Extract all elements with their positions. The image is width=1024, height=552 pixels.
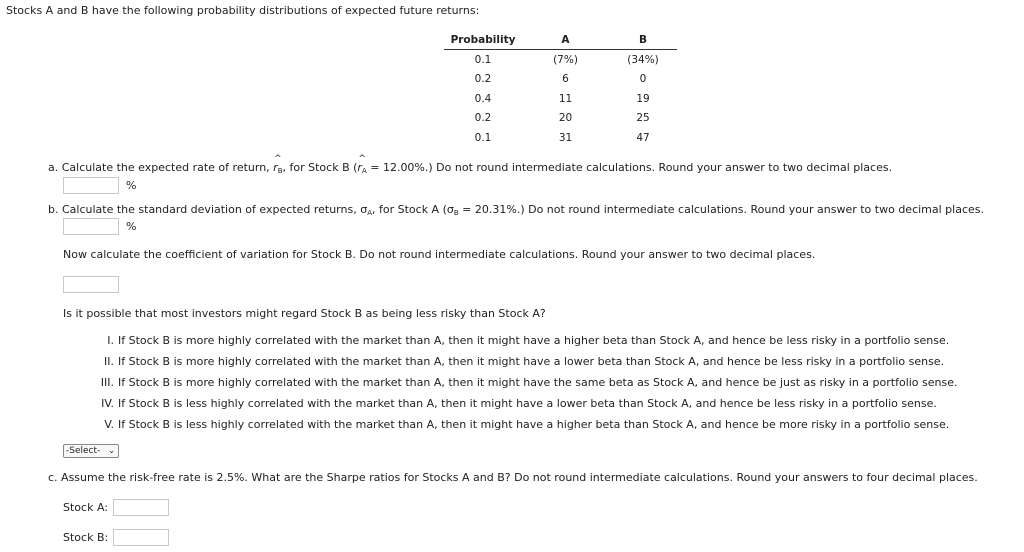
header-b: B <box>609 31 677 50</box>
cell-probability: 0.2 <box>474 112 492 125</box>
statement-number: III. <box>100 376 114 389</box>
r-hat-symbol: ^ r <box>357 161 362 174</box>
stock-a-label: Stock A: <box>63 501 108 514</box>
stock-b-label: Stock B: <box>63 531 109 544</box>
statement-text: If Stock B is less highly correlated with the market than A, then it might have a lower beta than Stock A, and hence be less risky in a portfolio sense. <box>118 397 937 410</box>
sharpe-a-input[interactable] <box>113 499 169 516</box>
table-row <box>444 50 677 70</box>
cell-a: 20 <box>558 112 573 125</box>
cell-b: 0 <box>639 73 647 86</box>
part-c-question: c. Assume the risk-free rate is 2.5%. What are the Sharpe ratios for Stocks A and B? Do not round intermediate calculations. Round your answers to four decimal places. <box>48 471 978 484</box>
cell-b: 25 <box>636 112 650 125</box>
cv-instruction: Now calculate the coefficient of variation for Stock B. Do not round intermediate calculations. Round your answer to two decimal places. <box>63 248 816 261</box>
percent-unit: % <box>126 179 137 192</box>
cell-a: (7%) <box>553 53 578 66</box>
table-row <box>444 109 677 129</box>
statement-number: IV. <box>101 397 114 410</box>
cell-probability: 0.1 <box>474 53 492 66</box>
cell-a: 11 <box>558 92 573 105</box>
cell-probability: 0.1 <box>474 131 492 144</box>
header-probability: Probability <box>444 31 522 50</box>
r-hat-symbol: ^ r <box>273 161 278 174</box>
table-row <box>444 70 677 90</box>
cell-b: 19 <box>636 92 650 105</box>
statement-number: II. <box>104 355 114 368</box>
risk-question: Is it possible that most investors might regard Stock B as being less risky than Stock A? <box>63 307 546 320</box>
table-row <box>444 128 677 148</box>
statement-number: V. <box>104 418 114 431</box>
select-value: -Select- <box>66 446 101 456</box>
std-dev-a-input[interactable] <box>63 218 119 235</box>
statement-text: If Stock B is less highly correlated with the market than A, then it might have a higher beta than Stock A, and hence be more risky in a portfolio sense. <box>118 418 950 431</box>
intro-text: Stocks A and B have the following probability distributions of expected future returns: <box>6 4 480 17</box>
sharpe-b-input[interactable] <box>113 529 169 546</box>
distribution-table <box>444 31 677 148</box>
part-a-question: a. Calculate the expected rate of return, ^ $r_B$, for Stock B (^ $r_A = 12.00\%$.) Do not round intermediate calculations. Round your answer to two decimal places. <box>48 161 892 175</box>
statement-number: I. <box>107 334 114 347</box>
cell-probability: 0.4 <box>474 92 492 105</box>
percent-unit: % <box>126 220 137 233</box>
cell-b: 47 <box>636 131 650 144</box>
part-b-question: b. Calculate the standard deviation of expected returns, $\sigma_A$, for Stock A $(\sigma_B = 20.31\%.)$ Do not round intermediate calculations. Round your answer to two decimal places. <box>48 203 985 217</box>
statement-text: If Stock B is more highly correlated with the market than A, then it might have a higher beta than Stock A, and hence be less risky in a portfolio sense. <box>118 334 950 347</box>
cell-a: 31 <box>558 131 573 144</box>
cv-b-input[interactable] <box>63 276 119 293</box>
cell-probability: 0.2 <box>474 73 492 86</box>
chevron-down-icon: ⌄ <box>108 446 115 455</box>
statement-text: If Stock B is more highly correlated with the market than A, then it might have the same beta as Stock A, and hence be just as risky in a portfolio sense. <box>118 376 958 389</box>
cell-a: 6 <box>562 73 569 86</box>
table-row <box>444 89 677 109</box>
statement-text: If Stock B is more highly correlated with the market than A, then it might have a lower beta than Stock A, and hence be less risky in a portfolio sense. <box>118 355 945 368</box>
answer-select[interactable] <box>63 444 119 458</box>
cell-b: (34%) <box>627 53 659 66</box>
expected-return-b-input[interactable] <box>63 177 119 194</box>
header-a: A <box>522 31 609 50</box>
